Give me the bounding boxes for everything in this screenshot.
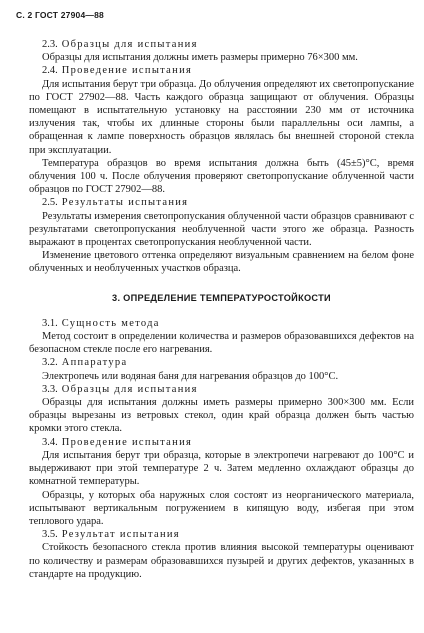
paragraph: Изменение цветового оттенка определяют визуальным сравнением на белом фоне облученных и необлученных участков образца. [29,250,414,275]
clause-title: Сущность метода [61,317,160,329]
clause-number: 3.1. [42,317,58,329]
clause-number: 2.4. [42,65,58,77]
clause-heading-3-1 [29,317,414,330]
clause-heading-3-5 [29,528,414,541]
clause-heading-2-5 [29,196,414,209]
paragraph: Температура образцов во время испытания должна быть (45±5)°С, время облучения 100 ч. После облучения проверяют светопропускание облученной части образцов по ГОСТ 27902—88. [29,157,414,196]
clause-title: Проведение испытания [61,436,193,448]
section-title: 3. ОПРЕДЕЛЕНИЕ ТЕМПЕРАТУРОСТОЙКОСТИ [112,292,331,303]
clause-title: Образцы для испытания [61,39,198,50]
clause-title: Аппаратура [61,357,128,369]
paragraph: Для испытания берут три образца, которые в электропечи нагревают до 100°С и выдерживают при этой температуре 2 ч. Затем медленно охлаждают образцы до комнатной температуры. [29,449,414,488]
clause-number: 3.2. [42,357,58,369]
paragraph: Образцы для испытания должны иметь размеры примерно 76×300 мм. [42,52,358,64]
clause-heading-3-3 [29,383,414,396]
paragraph: Электропечь или водяная баня для нагревания образцов до 100°С. [42,370,339,382]
clause-number: 2.3. [42,39,58,50]
paragraph: Метод состоит в определении количества и размеров образовавшихся дефектов на безопасном стекле после его нагревания. [29,331,414,356]
clause-title: Образцы для испытания [61,383,198,395]
paragraph: Образцы для испытания должны иметь размеры примерно 300×300 мм. Если образцы вырезаны из ветровых стекол, один край образца должен быть частью кромки этого стекла. [29,397,414,435]
clause-title: Проведение испытания [61,65,193,77]
clause-heading-2-3 [29,38,414,51]
clause-heading-3-2 [29,356,414,369]
clause-number: 3.3. [42,383,58,395]
clause-number: 3.4. [42,436,58,448]
clause-number: 2.5. [42,197,58,209]
page-header: С. 2 ГОСТ 27904—88 [16,10,104,20]
paragraph: Образцы, у которых оба наружных слоя состоят из неорганического материала, испытывают вертикальным погружением в кипящую воду, избегая при этом теплового удара. [29,489,414,527]
clause-heading-2-4 [29,64,414,77]
clause-number: 3.5. [42,529,58,541]
clause-heading-3-4 [29,436,414,449]
paragraph: Для испытания берут три образца. До облучения определяют их светопропускание по ГОСТ 27902—88. Часть каждого образца защищают от облучения. Образцы помещают в испытательную установку на расстоянии 230 мм от источника излучения так, чтобы их длинные стороны были параллельны оси лампы, а обращенная к лампе поверхность образцов являлась бы внешней стороной стекла при эксплуатации. [29,78,414,156]
clause-title: Результаты испытания [61,197,189,209]
paragraph: Стойкость безопасного стекла против влияния высокой температуры оценивают по количеству и размерам образовавшихся пузырей и других дефектов, указанных в стандарте на продукцию. [29,542,414,580]
document-body [29,38,414,581]
paragraph: Результаты измерения светопропускания облученной части образцов сравнивают с результатами светопропускания необлученной части этого же образца. Разность выражают в процентах светопропускания необлученной части. [29,210,414,249]
clause-title: Результат испытания [61,529,180,541]
